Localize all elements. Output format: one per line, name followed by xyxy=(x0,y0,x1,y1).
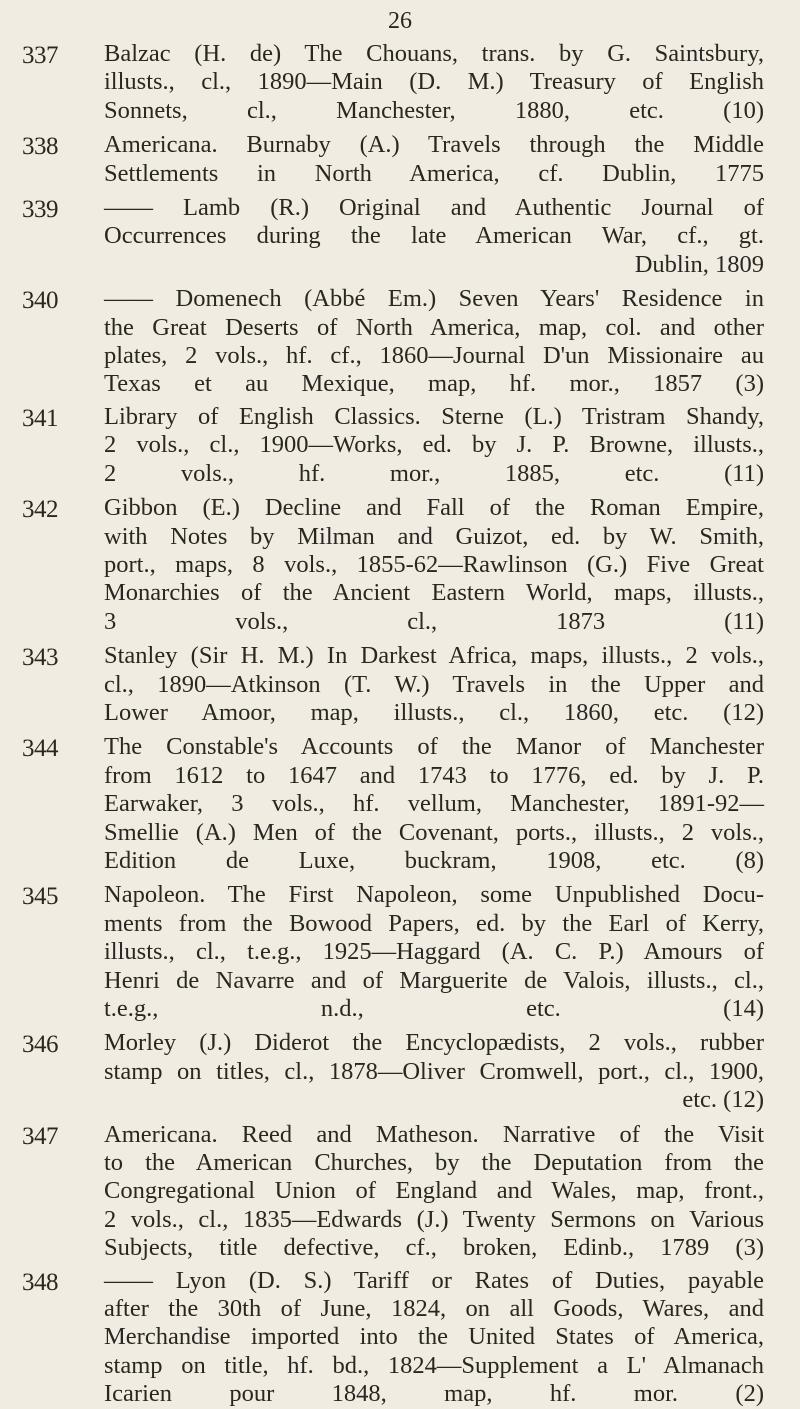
description-line: Morley (J.) Diderot the Encyclopædists, 2 vols., rubber xyxy=(104,1029,764,1057)
description-line: illusts., cl., 1890—Main (D. M.) Treasury of English xyxy=(104,68,764,96)
entry-description xyxy=(104,194,764,279)
description-line: Settlements in North America, cf. Dublin, 1775 xyxy=(104,159,764,187)
entry-description xyxy=(104,403,764,488)
description-line: to the American Churches, by the Deputation from the xyxy=(104,1149,764,1177)
catalogue-entry xyxy=(0,40,800,125)
description-line: Smellie (A.) Men of the Covenant, ports., illusts., 2 vols., xyxy=(104,818,764,846)
entry-description xyxy=(104,131,764,188)
description-line: Icarien pour 1848, map, hf. mor. (2) xyxy=(104,1380,764,1408)
description-line: etc. (12) xyxy=(682,1086,764,1114)
entry-description xyxy=(104,642,764,727)
catalogue-entry xyxy=(0,285,800,399)
lot-number: 345 xyxy=(22,883,58,911)
entries-list xyxy=(0,40,800,1409)
description-line: with Notes by Milman and Guizot, ed. by W. Smith, xyxy=(104,522,764,550)
entry-description xyxy=(104,733,764,875)
lot-number: 340 xyxy=(22,287,58,315)
catalogue-entry xyxy=(0,1029,800,1114)
description-line: stamp on titles, cl., 1878—Oliver Cromwell, port., cl., 1900, xyxy=(104,1057,764,1085)
description-line: Stanley (Sir H. M.) In Darkest Africa, maps, illusts., 2 vols., xyxy=(104,642,764,670)
description-line: Occurrences during the late American War, cf., gt. xyxy=(104,222,764,250)
description-line: t.e.g., n.d., etc. (14) xyxy=(104,995,764,1022)
entry-description xyxy=(104,40,764,125)
entry-description xyxy=(104,285,764,399)
entry-description xyxy=(104,1121,764,1263)
description-line: 2 vols., cl., 1900—Works, ed. by J. P. Browne, illusts., xyxy=(104,431,764,459)
description-line: from 1612 to 1647 and 1743 to 1776, ed. by J. P. xyxy=(104,761,764,789)
description-line: Monarchies of the Ancient Eastern World, maps, illusts., xyxy=(104,579,764,607)
description-line: The Constable's Accounts of the Manor of Manchester xyxy=(104,733,764,761)
entry-description xyxy=(104,881,764,1023)
description-line: Americana. Reed and Matheson. Narrative of the Visit xyxy=(104,1120,764,1148)
description-line: —— Lyon (D. S.) Tariff or Rates of Duties, payable xyxy=(104,1266,764,1294)
description-line: stamp on title, hf. bd., 1824—Supplement a L' Almanach xyxy=(104,1351,764,1379)
catalogue-entry xyxy=(0,733,800,875)
description-line: Dublin, 1809 xyxy=(634,250,764,278)
description-line: 2 vols., hf. mor., 1885, etc. (11) xyxy=(104,459,764,487)
description-line: the Great Deserts of North America, map, col. and other xyxy=(104,313,764,341)
lot-number: 344 xyxy=(22,735,58,763)
description-line: Napoleon. The First Napoleon, some Unpublished Docu- xyxy=(104,881,764,909)
lot-number: 342 xyxy=(22,496,58,524)
catalogue-entry xyxy=(0,194,800,279)
entry-description xyxy=(104,1267,764,1409)
description-line: Library of English Classics. Sterne (L.) Tristram Shandy, xyxy=(104,402,764,430)
lot-number: 337 xyxy=(22,42,58,69)
catalogue-entry xyxy=(0,1267,800,1409)
description-line: Subjects, title defective, cf., broken, Edinb., 1789 (3) xyxy=(104,1234,764,1262)
description-line: Earwaker, 3 vols., hf. vellum, Manchester, 1891-92— xyxy=(104,790,764,818)
description-line: —— Lamb (R.) Original and Authentic Journal of xyxy=(104,194,764,222)
lot-number: 343 xyxy=(22,644,58,672)
description-line: after the 30th of June, 1824, on all Goods, Wares, and xyxy=(104,1295,764,1323)
catalogue-entry xyxy=(0,1121,800,1263)
description-line: Sonnets, cl., Manchester, 1880, etc. (10) xyxy=(104,96,764,124)
description-line: Merchandise imported into the United States of America, xyxy=(104,1323,764,1351)
description-line: Congregational Union of England and Wales, map, front., xyxy=(104,1177,764,1205)
description-line: —— Domenech (Abbé Em.) Seven Years' Residence in xyxy=(104,285,764,313)
entry-description xyxy=(104,494,764,636)
description-line: plates, 2 vols., hf. cf., 1860—Journal D'un Missionaire au xyxy=(104,342,764,370)
description-line: Balzac (H. de) The Chouans, trans. by G. Saintsbury, xyxy=(104,40,764,67)
catalogue-entry xyxy=(0,403,800,488)
catalogue-entry xyxy=(0,881,800,1023)
page-number: 26 xyxy=(388,8,412,34)
description-line: cl., 1890—Atkinson (T. W.) Travels in the Upper and xyxy=(104,670,764,698)
description-line: Americana. Burnaby (A.) Travels through the Middle xyxy=(104,131,764,159)
lot-number: 348 xyxy=(22,1268,58,1296)
catalogue-entry xyxy=(0,642,800,727)
description-line: 2 vols., cl., 1835—Edwards (J.) Twenty Sermons on Various xyxy=(104,1205,764,1233)
lot-number: 339 xyxy=(22,196,58,224)
lot-number: 341 xyxy=(22,404,58,432)
lot-number: 338 xyxy=(22,133,58,161)
entry-description xyxy=(104,1029,764,1114)
description-line: illusts., cl., t.e.g., 1925—Haggard (A. C. P.) Amours of xyxy=(104,938,764,966)
description-line: Texas et au Mexique, map, hf. mor., 1857 (3) xyxy=(104,370,764,398)
description-line: Henri de Navarre and of Marguerite de Valois, illusts., cl., xyxy=(104,966,764,994)
description-line: Gibbon (E.) Decline and Fall of the Roman Empire, xyxy=(104,494,764,522)
lot-number: 346 xyxy=(22,1031,58,1059)
description-line: Lower Amoor, map, illusts., cl., 1860, etc. (12) xyxy=(104,698,764,726)
description-line: port., maps, 8 vols., 1855-62—Rawlinson (G.) Five Great xyxy=(104,550,764,578)
description-line: ments from the Bowood Papers, ed. by the Earl of Kerry, xyxy=(104,909,764,937)
catalogue-entry xyxy=(0,494,800,636)
description-line: Edition de Luxe, buckram, 1908, etc. (8) xyxy=(104,846,764,874)
description-line: 3 vols., cl., 1873 (11) xyxy=(104,607,764,635)
lot-number: 347 xyxy=(22,1122,58,1150)
catalogue-entry xyxy=(0,131,800,188)
